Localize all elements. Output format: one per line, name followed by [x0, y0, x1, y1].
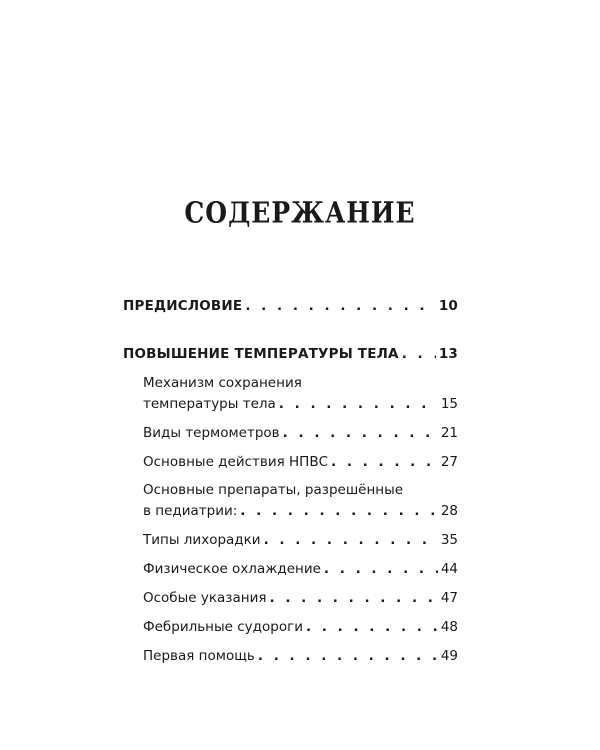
toc-entry-page: 21: [440, 425, 458, 441]
toc-entry-label: Физическое охлаждение: [143, 561, 321, 577]
toc-entry-special-notes[interactable]: [143, 589, 458, 607]
toc-entry-label: Виды термометров: [143, 425, 280, 441]
toc-entry-label: Особые указания: [143, 590, 267, 606]
toc-entry-label-line1: Механизм сохранения: [143, 375, 302, 391]
toc-entry-fever-types[interactable]: [143, 531, 458, 549]
toc-entry-preface[interactable]: [123, 297, 458, 315]
toc-entry-page: 44: [440, 561, 458, 577]
toc-entry-nsaid-actions[interactable]: [143, 453, 458, 471]
toc-entry-page: 47: [440, 590, 458, 606]
toc-entry-page: 15: [440, 396, 458, 412]
leader-dots: [402, 345, 436, 363]
toc-entry-pediatric-drugs[interactable]: [143, 502, 458, 520]
toc-entry-page: 35: [440, 532, 458, 548]
leader-dots: [283, 424, 438, 442]
toc-entry-physical-cooling[interactable]: [143, 560, 458, 578]
leader-dots: [279, 395, 438, 413]
toc-entry-thermometers[interactable]: [143, 424, 458, 442]
leader-dots: [245, 297, 435, 315]
toc-entry-label: в педиатрии:: [143, 503, 238, 519]
toc-entry-label: ПОВЫШЕНИЕ ТЕМПЕРАТУРЫ ТЕЛА: [123, 346, 399, 362]
leader-dots: [258, 647, 438, 665]
leader-dots: [306, 618, 438, 636]
leader-dots: [331, 453, 438, 471]
toc-entry-thermoregulation[interactable]: [143, 395, 458, 413]
toc-entry-page: 13: [438, 346, 458, 362]
toc-entry-page: 48: [440, 619, 458, 635]
toc-entry-febrile-seizures[interactable]: [143, 618, 458, 636]
toc-entry-label: Фебрильные судороги: [143, 619, 303, 635]
leader-dots: [240, 502, 438, 520]
toc-entry-label: Первая помощь: [143, 648, 255, 664]
toc-entry-label: Основные действия НПВС: [143, 454, 329, 470]
leader-dots: [269, 589, 437, 607]
toc-entry-page: 10: [438, 298, 458, 314]
page-title: СОДЕРЖАНИЕ: [184, 195, 416, 230]
leader-dots: [324, 560, 438, 578]
toc-entry-label: ПРЕДИСЛОВИЕ: [123, 298, 243, 314]
leader-dots: [264, 531, 438, 549]
toc-entry-fever[interactable]: [123, 345, 458, 363]
toc-entry-page: 28: [440, 503, 458, 519]
toc-entry-page: 27: [440, 454, 458, 470]
toc-entry-label-line1: Основные препараты, разрешённые: [143, 482, 404, 498]
toc-entry-page: 49: [440, 648, 458, 664]
toc-entry-first-aid[interactable]: [143, 647, 458, 665]
toc-entry-label: температуры тела: [143, 396, 276, 412]
toc-entry-label: Типы лихорадки: [143, 532, 261, 548]
